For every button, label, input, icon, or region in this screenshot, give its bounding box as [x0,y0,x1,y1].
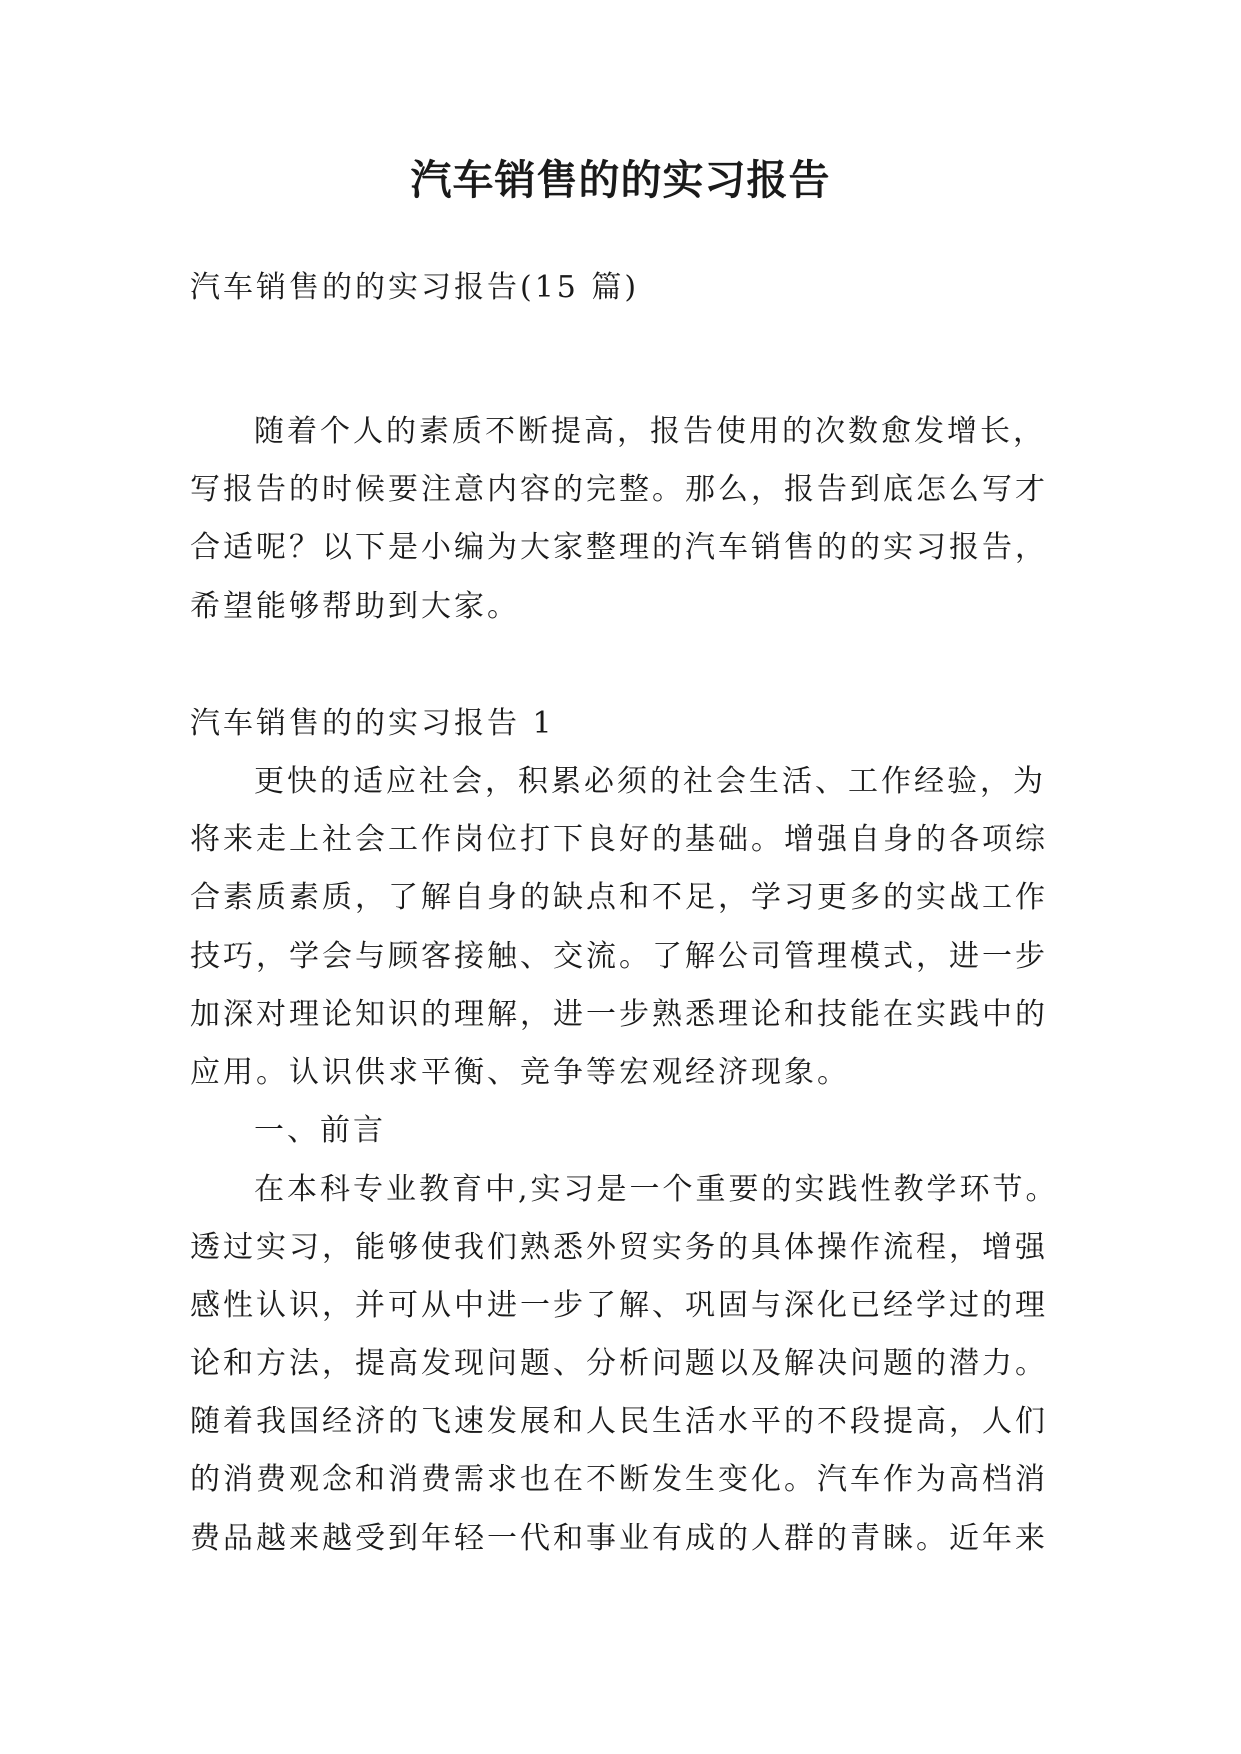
preface-heading: 一、前言 [254,1113,386,1148]
preface-line-4: 论和方法，提高发现问题、分析问题以及解决问题的潜力。 [190,1346,1048,1381]
preface-line-7: 费品越来越受到年轻一代和事业有成的人群的青睐。近年来 [190,1521,1048,1556]
preface-line-3: 感性认识，并可从中进一步了解、巩固与深化已经学过的理 [190,1288,1048,1323]
intro-line-1: 随着个人的素质不断提高，报告使用的次数愈发增长， [254,414,1046,449]
section1-line-5: 加深对理论知识的理解，进一步熟悉理论和技能在实践中的 [190,997,1048,1032]
intro-line-4: 希望能够帮助到大家。 [190,589,520,624]
preface-line-2: 透过实习，能够使我们熟悉外贸实务的具体操作流程，增强 [190,1230,1048,1265]
section1-line-4: 技巧，学会与顾客接触、交流。了解公司管理模式，进一步 [190,939,1048,974]
section1-line-1: 更快的适应社会，积累必须的社会生活、工作经验，为 [254,764,1046,799]
intro-line-3: 合适呢？以下是小编为大家整理的汽车销售的的实习报告， [190,530,1048,565]
preface-line-5: 随着我国经济的飞速发展和人民生活水平的不段提高，人们 [190,1404,1048,1439]
document-subtitle: 汽车销售的的实习报告(15 篇) [190,270,640,305]
section1-line-3: 合素质素质，了解自身的缺点和不足，学习更多的实战工作 [190,880,1048,915]
preface-line-6: 的消费观念和消费需求也在不断发生变化。汽车作为高档消 [190,1462,1048,1497]
section1-line-6: 应用。认识供求平衡、竞争等宏观经济现象。 [190,1055,850,1090]
intro-line-2: 写报告的时候要注意内容的完整。那么，报告到底怎么写才 [190,472,1048,507]
preface-line-1: 在本科专业教育中,实习是一个重要的实践性教学环节。 [254,1172,1059,1207]
section1-line-2: 将来走上社会工作岗位打下良好的基础。增强自身的各项综 [190,822,1048,857]
document-title: 汽车销售的的实习报告 [410,156,831,204]
section1-heading: 汽车销售的的实习报告 1 [190,706,555,741]
